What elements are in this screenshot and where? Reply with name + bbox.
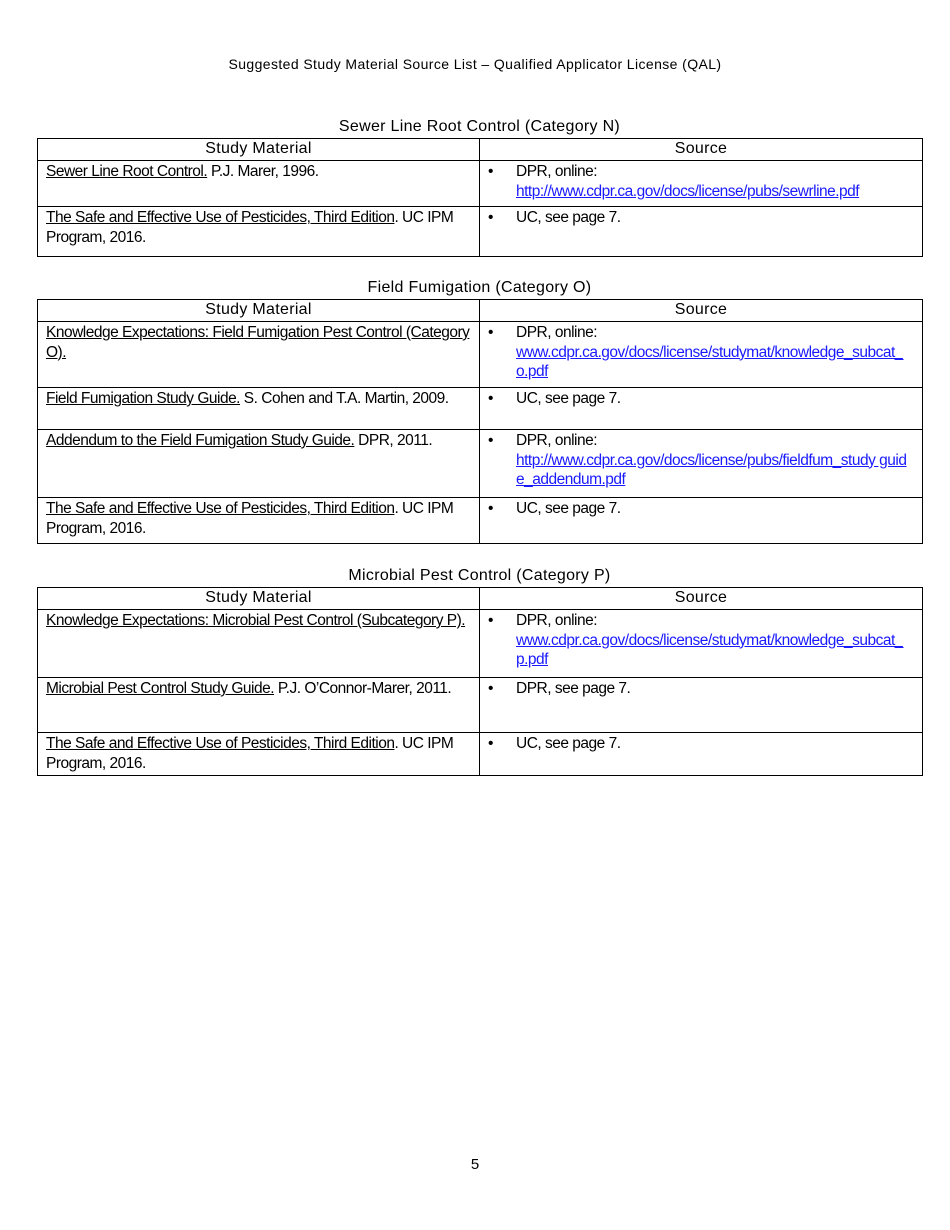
material-details: . UC IPM Program, 2016. [46, 735, 454, 772]
section-title: Field Fumigation (Category O) [367, 279, 592, 296]
column-header-material: Study Material [38, 139, 480, 161]
bullet-icon: • [488, 500, 493, 517]
bullet-icon: • [488, 432, 493, 449]
material-cell [38, 322, 480, 388]
source-link[interactable]: http://www.cdpr.ca.gov/docs/license/pubs/fieldfum_study guide_addendum.pdf [516, 451, 907, 488]
material-title: The Safe and Effective Use of Pesticides, Third Edition [46, 209, 395, 226]
study-table [37, 587, 923, 776]
material-title: Microbial Pest Control Study Guide. [46, 680, 275, 697]
source-text: UC, see page 7. [516, 735, 621, 752]
material-cell [38, 388, 480, 430]
material-title: Field Fumigation Study Guide. [46, 390, 240, 407]
bullet-icon: • [488, 680, 493, 697]
source-item [488, 431, 914, 490]
source-item [488, 323, 914, 382]
source-text: UC, see page 7. [516, 500, 621, 517]
bullet-icon: • [488, 612, 493, 629]
document-header: Suggested Study Material Source List – Qualified Applicator License (QAL) [228, 56, 722, 72]
bullet-icon: • [488, 390, 493, 407]
column-header-material: Study Material [38, 300, 480, 322]
material-cell [38, 207, 480, 257]
study-table [37, 138, 923, 257]
source-item [488, 499, 914, 519]
source-cell [480, 161, 923, 207]
table-header-row [38, 300, 923, 322]
material-title: Sewer Line Root Control. [46, 163, 208, 180]
source-cell [480, 388, 923, 430]
material-title: The Safe and Effective Use of Pesticides, Third Edition [46, 500, 395, 517]
material-details: P.J. O’Connor-Marer, 2011. [274, 680, 452, 697]
table-row [38, 388, 923, 430]
material-details: . UC IPM Program, 2016. [46, 209, 454, 246]
material-details: P.J. Marer, 1996. [207, 163, 319, 180]
bullet-icon: • [488, 163, 493, 180]
material-title: Addendum to the Field Fumigation Study Guide. [46, 432, 355, 449]
table-row [38, 430, 923, 498]
study-table [37, 299, 923, 544]
section-title: Microbial Pest Control (Category P) [348, 567, 611, 584]
table-header-row [38, 139, 923, 161]
section-field-fumigation [37, 277, 922, 544]
source-link[interactable]: www.cdpr.ca.gov/docs/license/studymat/knowledge_subcat_o.pdf [516, 343, 903, 380]
source-cell [480, 430, 923, 498]
source-cell [480, 678, 923, 733]
source-text: DPR, see page 7. [516, 680, 631, 697]
material-details: DPR, 2011. [354, 432, 433, 449]
source-item [488, 208, 914, 228]
material-cell [38, 161, 480, 207]
source-cell [480, 733, 923, 776]
material-cell [38, 610, 480, 678]
source-text: DPR, online: [516, 163, 598, 180]
material-cell [38, 678, 480, 733]
column-header-material: Study Material [38, 588, 480, 610]
page-number: 5 [470, 1156, 480, 1173]
column-header-source: Source [480, 139, 923, 161]
table-row [38, 498, 923, 544]
table-row [38, 610, 923, 678]
column-header-source: Source [480, 300, 923, 322]
material-title: The Safe and Effective Use of Pesticides, Third Edition [46, 735, 395, 752]
source-text: DPR, online: [516, 612, 598, 629]
material-cell [38, 430, 480, 498]
table-header-row [38, 588, 923, 610]
source-item [488, 679, 914, 699]
section-microbial-pest-control [37, 565, 922, 776]
source-text: DPR, online: [516, 324, 598, 341]
source-item [488, 389, 914, 409]
table-row [38, 733, 923, 776]
table-row [38, 161, 923, 207]
column-header-source: Source [480, 588, 923, 610]
source-text: UC, see page 7. [516, 390, 621, 407]
table-row [38, 207, 923, 257]
source-cell [480, 610, 923, 678]
material-details: . UC IPM Program, 2016. [46, 500, 454, 537]
source-text: UC, see page 7. [516, 209, 621, 226]
table-row [38, 322, 923, 388]
table-row [38, 678, 923, 733]
material-title: Knowledge Expectations: Microbial Pest Control (Subcategory P). [46, 612, 466, 629]
source-text: DPR, online: [516, 432, 598, 449]
section-sewer-line [37, 116, 922, 257]
section-title: Sewer Line Root Control (Category N) [338, 118, 621, 135]
source-item [488, 162, 914, 201]
source-cell [480, 207, 923, 257]
material-cell [38, 733, 480, 776]
source-cell [480, 322, 923, 388]
bullet-icon: • [488, 735, 493, 752]
source-link[interactable]: www.cdpr.ca.gov/docs/license/studymat/knowledge_subcat_p.pdf [516, 631, 903, 668]
source-item [488, 611, 914, 670]
source-cell [480, 498, 923, 544]
bullet-icon: • [488, 209, 493, 226]
source-item [488, 734, 914, 754]
bullet-icon: • [488, 324, 493, 341]
material-details: S. Cohen and T.A. Martin, 2009. [240, 390, 449, 407]
material-title: Knowledge Expectations: Field Fumigation Pest Control (Category O). [46, 324, 470, 361]
material-cell [38, 498, 480, 544]
source-link[interactable]: http://www.cdpr.ca.gov/docs/license/pubs/sewrline.pdf [516, 182, 860, 200]
